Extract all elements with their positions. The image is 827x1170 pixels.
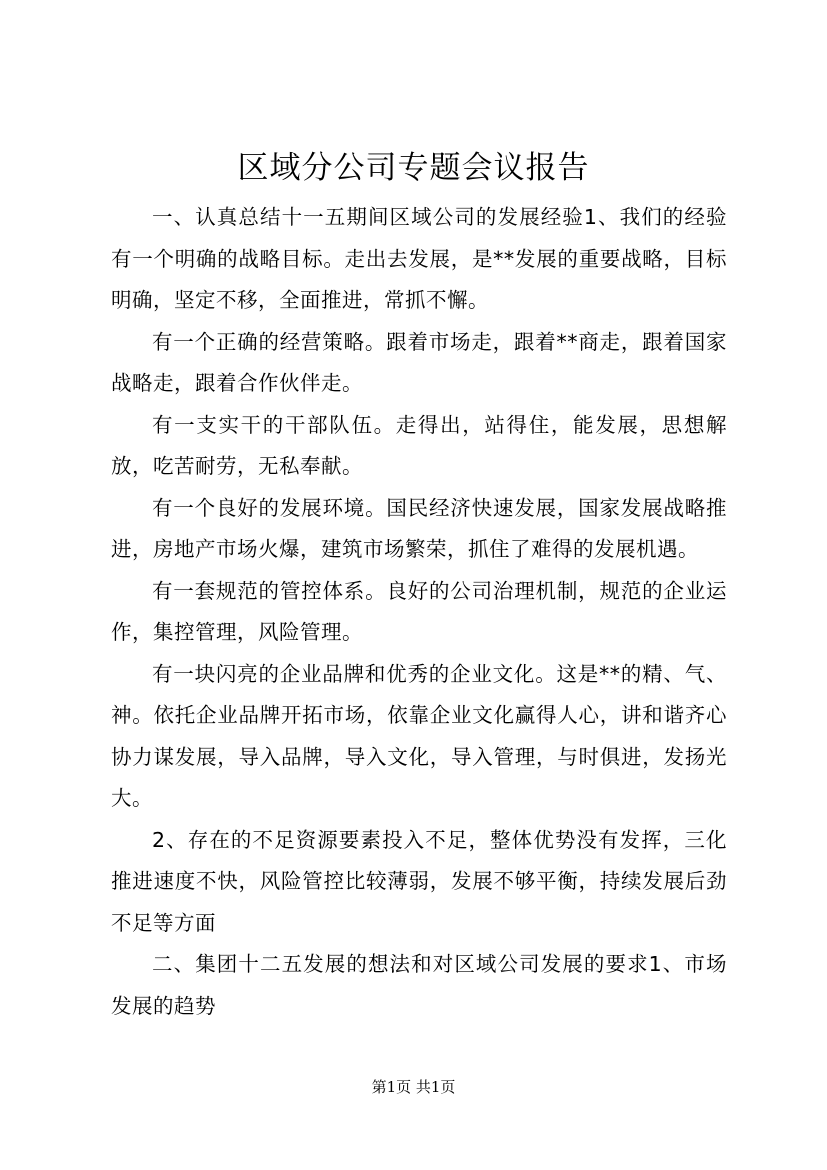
- paragraph: 有一支实干的干部队伍。走得出，站得住，能发展，思想解放，吃苦耐劳，无私奉献。: [111, 412, 727, 478]
- paragraph: 有一个正确的经营策略。跟着市场走，跟着**商走，跟着国家战略走，跟着合作伙伴走。: [111, 329, 727, 395]
- paragraph: 有一套规范的管控体系。良好的公司治理机制，规范的企业运作，集控管理，风险管理。: [111, 578, 727, 644]
- paragraph: 二、集团十二五发展的想法和对区域公司发展的要求1、市场发展的趋势: [111, 952, 727, 1018]
- document-body: [111, 197, 727, 1027]
- paragraph: 2、存在的不足资源要素投入不足，整体优势没有发挥，三化推进速度不快，风险管控比较薄弱，发展不够平衡，持续发展后劲不足等方面: [111, 827, 727, 935]
- paragraph: 有一块闪亮的企业品牌和优秀的企业文化。这是**的精、气、神。依托企业品牌开拓市场，依靠企业文化赢得人心，讲和谐齐心协力谋发展，导入品牌，导入文化，导入管理，与时俱进，发扬光大。: [111, 661, 727, 810]
- paragraph: 有一个良好的发展环境。国民经济快速发展，国家发展战略推进，房地产市场火爆，建筑市场繁荣，抓住了难得的发展机遇。: [111, 495, 727, 561]
- page-footer: 第1页 共1页: [371, 1078, 456, 1096]
- document-title: 区域分公司专题会议报告: [237, 150, 590, 186]
- paragraph: 一、认真总结十一五期间区域公司的发展经验1、我们的经验有一个明确的战略目标。走出去发展，是**发展的重要战略，目标明确，坚定不移，全面推进，常抓不懈。: [111, 205, 727, 312]
